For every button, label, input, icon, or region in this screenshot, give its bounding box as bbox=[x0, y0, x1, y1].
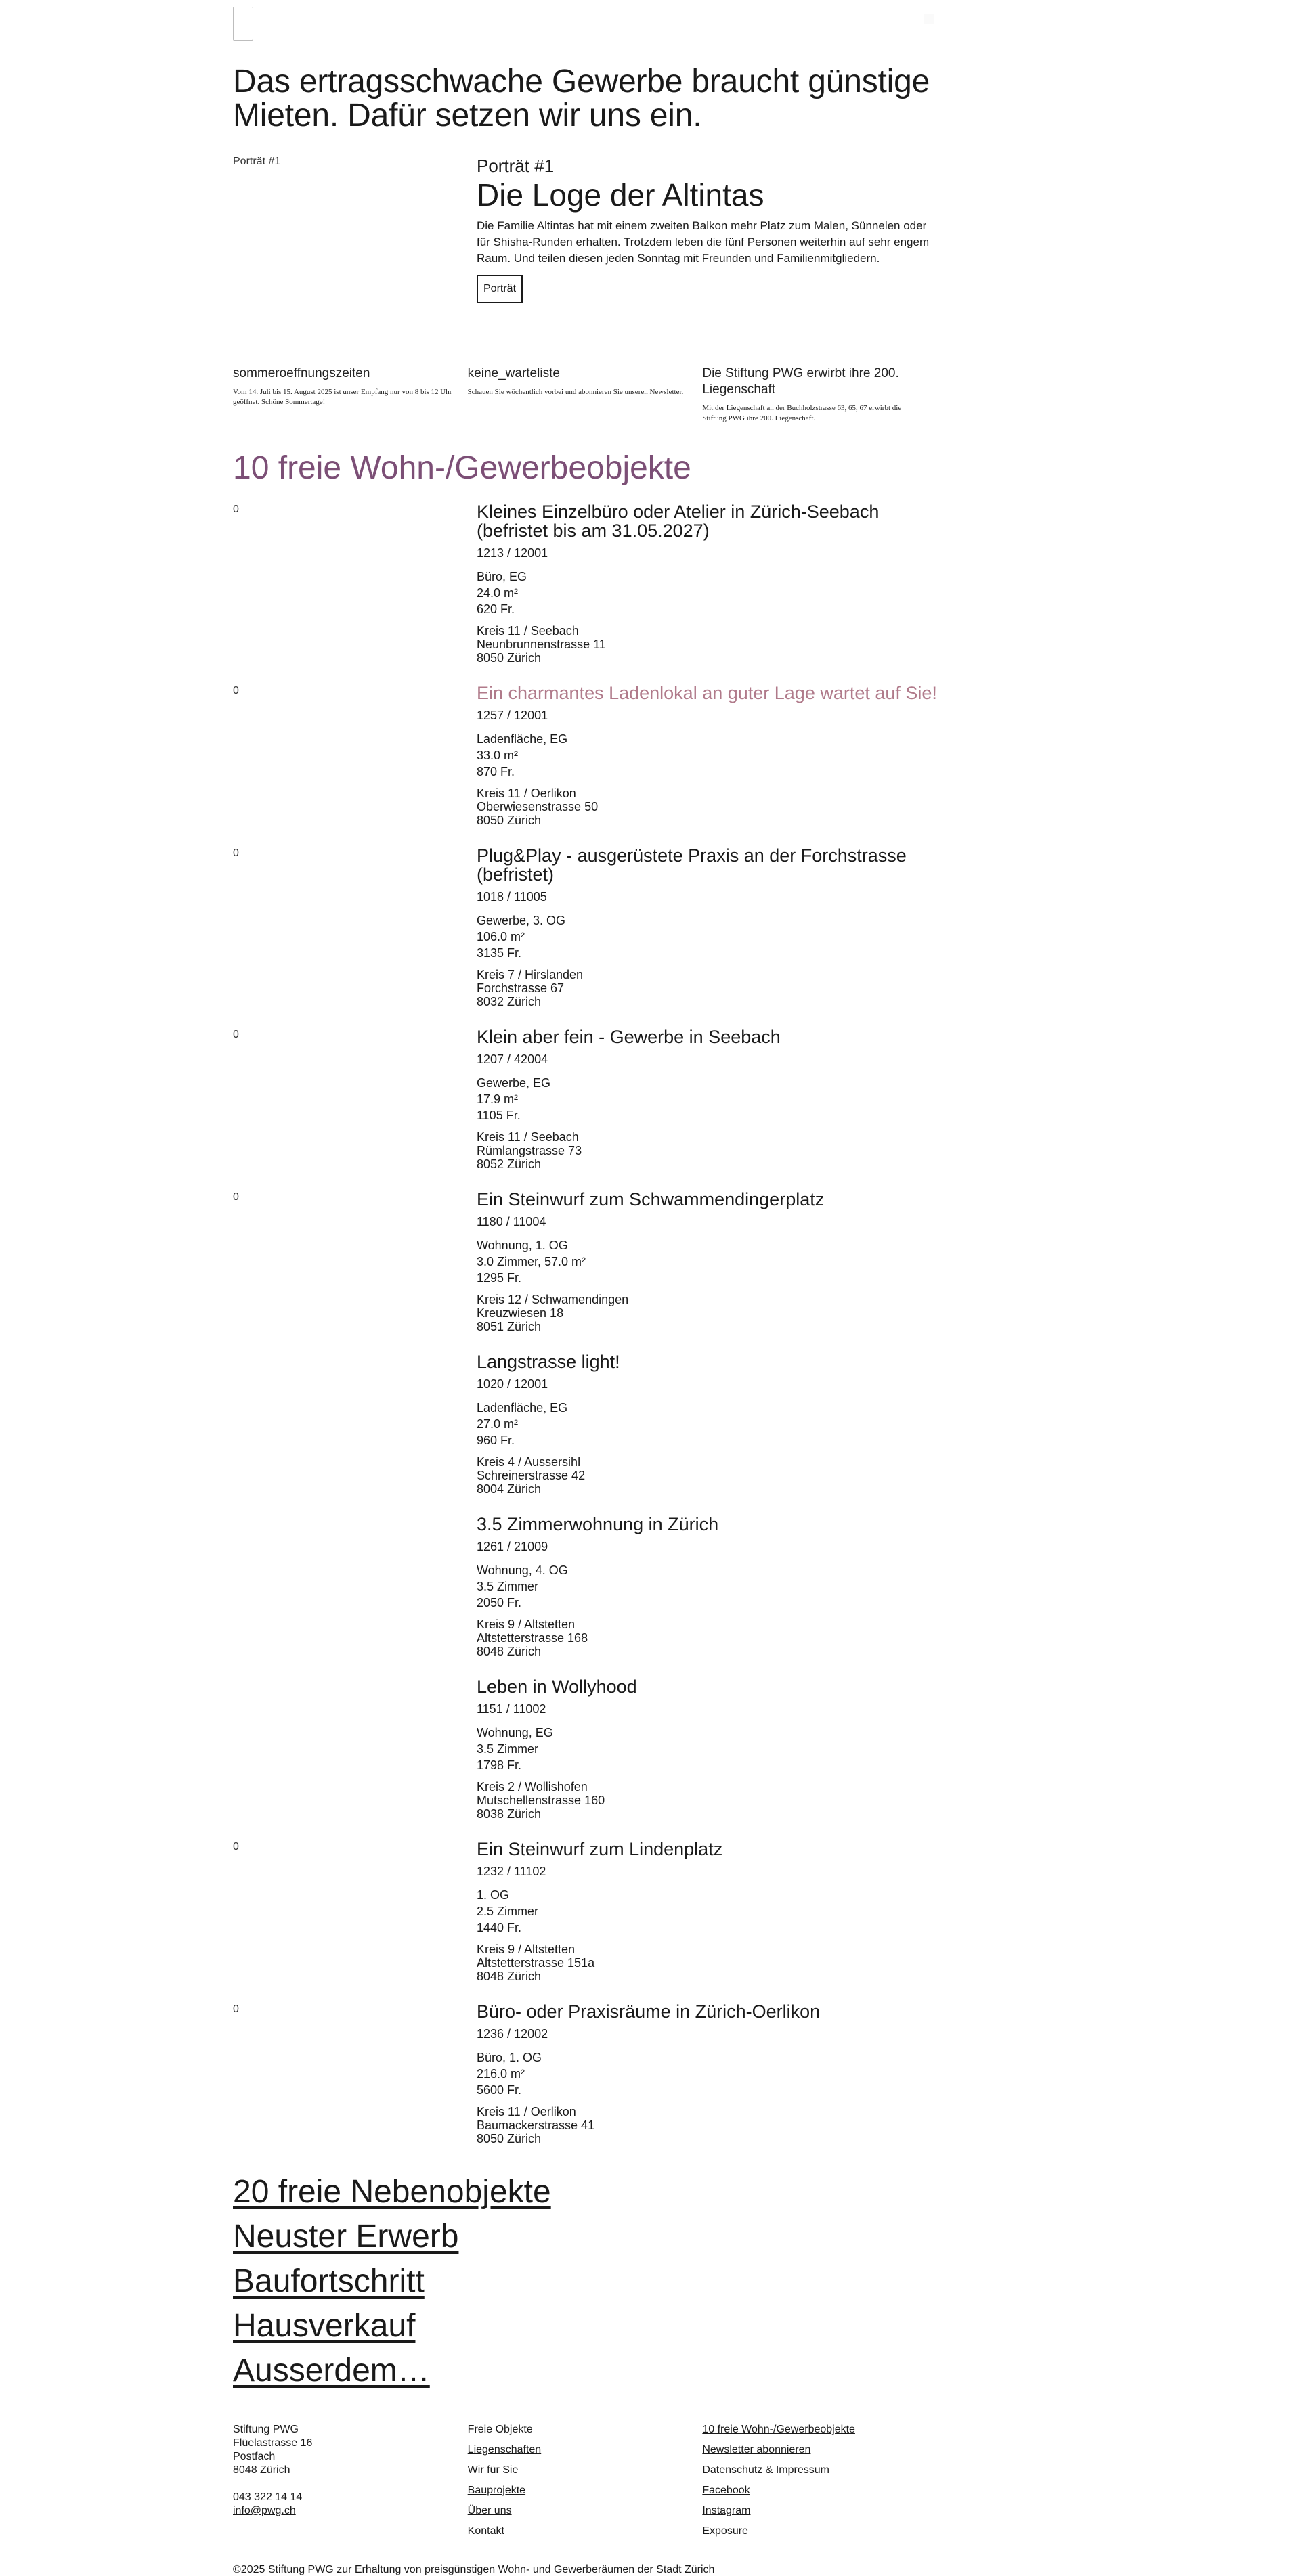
teaser-image[interactable]: sommeroeffnungszeiten bbox=[233, 366, 370, 380]
footer-link-liegenschaften[interactable]: Liegenschaften bbox=[467, 2444, 542, 2456]
footer-link-exposure[interactable]: Exposure bbox=[702, 2525, 748, 2537]
link-baufortschritt[interactable]: Baufortschritt bbox=[233, 2263, 425, 2299]
listing-id: 1236 / 12002 bbox=[477, 2027, 548, 2041]
listing-detail-line: Gewerbe, 3. OG bbox=[477, 914, 566, 927]
listing-detail-line: 1440 Fr. bbox=[477, 1921, 522, 1934]
footer-link-newsletter[interactable]: Newsletter abonnieren bbox=[702, 2444, 811, 2456]
footer-nav bbox=[468, 2423, 703, 2545]
listing-address-line: Schreinerstrasse 42 bbox=[477, 1469, 586, 1482]
listing-detail-line: 106.0 m² bbox=[477, 930, 525, 943]
listing-address-line: Altstetterstrasse 151a bbox=[477, 1956, 595, 1970]
site-footer bbox=[233, 2423, 937, 2545]
listing-image[interactable]: 0 bbox=[233, 504, 239, 515]
listing-address-line: Kreis 9 / Altstetten bbox=[477, 1942, 576, 1956]
listing-item[interactable] bbox=[233, 1190, 937, 1333]
listing-body bbox=[477, 1190, 937, 1333]
footer-link-facebook[interactable]: Facebook bbox=[702, 2485, 750, 2496]
listing-address-line: Altstetterstrasse 168 bbox=[477, 1631, 588, 1645]
footer-contact bbox=[233, 2423, 468, 2545]
listing-address-line: 8050 Zürich bbox=[477, 2132, 542, 2146]
teaser-card[interactable] bbox=[233, 365, 468, 424]
listing-detail-line: 620 Fr. bbox=[477, 602, 515, 616]
teaser-text: Mit der Liegenschaft an der Buchholzstrasse 63, 65, 67 erwirbt die Stiftung PWG ihre 200. Liegenschaft. bbox=[702, 404, 902, 422]
listing-detail-line: Ladenfläche, EG bbox=[477, 732, 568, 746]
listing-item[interactable] bbox=[233, 1027, 937, 1171]
listing-details bbox=[477, 1887, 937, 1936]
listing-detail-line: 870 Fr. bbox=[477, 765, 515, 778]
listing-address-line: Kreis 9 / Altstetten bbox=[477, 1618, 576, 1631]
listing-address-line: 8048 Zürich bbox=[477, 1970, 542, 1983]
listing-details bbox=[477, 2049, 937, 2098]
teaser-image[interactable]: keine_warteliste bbox=[467, 366, 560, 380]
listing-address-line: 8050 Zürich bbox=[477, 651, 542, 665]
listing-details bbox=[477, 1400, 937, 1448]
listing-address-line: Mutschellenstrasse 160 bbox=[477, 1794, 605, 1807]
listing-detail-line: 1. OG bbox=[477, 1888, 510, 1902]
footer-nav-heading: Freie Objekte bbox=[467, 2424, 533, 2435]
link-nebenobjekte[interactable]: 20 freie Nebenobjekte bbox=[233, 2174, 551, 2210]
listing-details bbox=[477, 1075, 937, 1124]
listing-detail-line: 2050 Fr. bbox=[477, 1596, 522, 1609]
listing-address bbox=[477, 786, 937, 827]
listing-detail-line: 1798 Fr. bbox=[477, 1758, 522, 1772]
portrait-text: Die Familie Altintas hat mit einem zweiten Balkon mehr Platz zum Malen, Sünnelen oder für Shisha-Runden erhalten. Trotzdem leben die fünf Personen weiterhin auf sehr engem Raum. Und teilen diesen jeden Sonntag mit Freunden und Familienmitgliedern. bbox=[477, 219, 930, 265]
footer-link-instagram[interactable]: Instagram bbox=[702, 2505, 751, 2516]
listing-body bbox=[477, 684, 937, 827]
listing-address bbox=[477, 624, 937, 665]
listing-id: 1207 / 42004 bbox=[477, 1052, 548, 1066]
listing-address-line: 8051 Zürich bbox=[477, 1320, 542, 1333]
footer-link-ueber-uns[interactable]: Über uns bbox=[467, 2505, 512, 2516]
footer-link-wir-fuer-sie[interactable]: Wir für Sie bbox=[467, 2464, 519, 2476]
listing-address bbox=[477, 1780, 937, 1821]
listing-title[interactable]: Plug&Play - ausgerüstete Praxis an der Forchstrasse (befristet) bbox=[477, 845, 907, 885]
listing-detail-line: 27.0 m² bbox=[477, 1417, 519, 1431]
listing-item[interactable] bbox=[233, 2002, 937, 2146]
listing-address-line: 8048 Zürich bbox=[477, 1645, 542, 1658]
listing-id: 1232 / 11102 bbox=[477, 1865, 546, 1878]
listing-image[interactable] bbox=[233, 1677, 477, 1821]
teaser-text: Vom 14. Juli bis 15. August 2025 ist unser Empfang nur von 8 bis 12 Uhr geöffnet. Schöne Sommertage! bbox=[233, 388, 452, 406]
listing-title[interactable]: Büro- oder Praxisräume in Zürich-Oerlikon bbox=[477, 2001, 821, 2022]
listing-detail-line: 960 Fr. bbox=[477, 1434, 515, 1447]
listing-detail-line: 24.0 m² bbox=[477, 586, 519, 600]
listing-address-line: 8052 Zürich bbox=[477, 1157, 542, 1171]
listing-title[interactable]: Kleines Einzelbüro oder Atelier in Zürich-Seebach (befristet bis am 31.05.2027) bbox=[477, 502, 880, 541]
listing-address bbox=[477, 1130, 937, 1171]
footer-phone: 043 322 14 14 bbox=[233, 2491, 303, 2503]
menu-icon[interactable] bbox=[924, 14, 934, 24]
listing-address-line: Kreis 2 / Wollishofen bbox=[477, 1780, 588, 1794]
listing-item[interactable] bbox=[233, 502, 937, 665]
listing-address-line: 8038 Zürich bbox=[477, 1807, 542, 1821]
listing-address-line: Kreis 11 / Seebach bbox=[477, 1130, 579, 1144]
big-links bbox=[233, 2170, 937, 2393]
listing-address bbox=[477, 1293, 937, 1333]
listing-detail-line: 5600 Fr. bbox=[477, 2083, 522, 2097]
portrait-button[interactable]: Porträt bbox=[477, 275, 523, 303]
listing-detail-line: 17.9 m² bbox=[477, 1092, 519, 1106]
listing-image[interactable]: 0 bbox=[233, 1029, 239, 1040]
listing-address-line: 8004 Zürich bbox=[477, 1482, 542, 1496]
portrait-title: Die Loge der Altintas bbox=[477, 177, 764, 213]
listing-address bbox=[477, 1942, 937, 1983]
listings-list bbox=[233, 502, 937, 2146]
listing-detail-line: 3.0 Zimmer, 57.0 m² bbox=[477, 1255, 586, 1268]
listing-id: 1180 / 11004 bbox=[477, 1215, 546, 1228]
site-header bbox=[233, 0, 937, 54]
listing-body bbox=[477, 846, 937, 1008]
footer-email-link[interactable]: info@pwg.ch bbox=[233, 2505, 296, 2516]
listing-item[interactable] bbox=[233, 1352, 937, 1496]
listing-body bbox=[477, 1677, 937, 1821]
listing-item[interactable] bbox=[233, 846, 937, 1008]
footer-links bbox=[702, 2423, 937, 2545]
listing-detail-line: 1295 Fr. bbox=[477, 1271, 522, 1285]
link-neuster-erwerb[interactable]: Neuster Erwerb bbox=[233, 2219, 459, 2255]
listing-detail-line: Wohnung, 4. OG bbox=[477, 1563, 568, 1577]
listing-detail-line: Wohnung, 1. OG bbox=[477, 1239, 568, 1252]
listing-address-line: Kreis 11 / Seebach bbox=[477, 624, 579, 638]
listing-address-line: Forchstrasse 67 bbox=[477, 981, 565, 995]
hero-title: Das ertragsschwache Gewerbe braucht günstige Mieten. Dafür setzen wir uns ein. bbox=[233, 64, 930, 133]
copyright: ©2025 Stiftung PWG zur Erhaltung von preisgünstigen Wohn- und Gewerberäumen der Stadt Zürich bbox=[233, 2564, 715, 2575]
listing-details bbox=[477, 912, 937, 961]
listing-title[interactable]: Ein charmantes Ladenlokal an guter Lage wartet auf Sie! bbox=[477, 683, 937, 703]
listing-details bbox=[477, 731, 937, 780]
listing-address bbox=[477, 1455, 937, 1496]
listing-detail-line: 216.0 m² bbox=[477, 2067, 525, 2081]
listing-image[interactable]: 0 bbox=[233, 847, 239, 859]
portrait-body bbox=[477, 156, 937, 303]
footer-postbox: Postfach bbox=[233, 2451, 276, 2462]
listing-item[interactable] bbox=[233, 1677, 937, 1821]
listing-body bbox=[477, 502, 937, 665]
portrait-feature bbox=[233, 156, 937, 303]
listing-address-line: Kreis 12 / Schwamendingen bbox=[477, 1293, 629, 1306]
listing-id: 1151 / 11002 bbox=[477, 1702, 546, 1716]
listing-title[interactable]: Leben in Wollyhood bbox=[477, 1676, 637, 1697]
listing-detail-line: Büro, 1. OG bbox=[477, 2051, 542, 2064]
listing-detail-line: Wohnung, EG bbox=[477, 1726, 553, 1739]
portrait-image[interactable]: Porträt #1 bbox=[233, 156, 281, 167]
footer-city: 8048 Zürich bbox=[233, 2464, 290, 2476]
listing-title[interactable]: Ein Steinwurf zum Schwammendingerplatz bbox=[477, 1189, 825, 1209]
listing-id: 1261 / 21009 bbox=[477, 1540, 548, 1553]
listing-address bbox=[477, 968, 937, 1008]
listing-address-line: Kreis 11 / Oerlikon bbox=[477, 786, 576, 800]
listing-detail-line: 3135 Fr. bbox=[477, 946, 522, 960]
listing-address-line: Baumackerstrasse 41 bbox=[477, 2118, 595, 2132]
link-ausserdem[interactable]: Ausserdem… bbox=[233, 2353, 430, 2389]
listing-address-line: Kreis 7 / Hirslanden bbox=[477, 968, 584, 981]
listing-address bbox=[477, 1618, 937, 1658]
listing-item[interactable] bbox=[233, 1515, 937, 1658]
listing-address-line: Rümlangstrasse 73 bbox=[477, 1144, 582, 1157]
listing-details bbox=[477, 1725, 937, 1773]
listing-item[interactable] bbox=[233, 1840, 937, 1983]
listing-image[interactable]: 0 bbox=[233, 685, 239, 696]
listing-id: 1213 / 12001 bbox=[477, 546, 548, 560]
teaser-card[interactable] bbox=[468, 365, 703, 424]
listings-title: 10 freie Wohn-/Gewerbeobjekte bbox=[233, 450, 691, 486]
listing-id: 1020 / 12001 bbox=[477, 1377, 548, 1391]
listing-details bbox=[477, 1562, 937, 1611]
page bbox=[233, 0, 937, 2576]
footer-link-bauprojekte[interactable]: Bauprojekte bbox=[467, 2485, 526, 2496]
footer-org: Stiftung PWG bbox=[233, 2424, 299, 2435]
listing-title[interactable]: Langstrasse light! bbox=[477, 1352, 620, 1372]
listing-body bbox=[477, 1515, 937, 1658]
listing-id: 1257 / 12001 bbox=[477, 709, 548, 722]
footer-link-kontakt[interactable]: Kontakt bbox=[467, 2525, 504, 2537]
listing-address-line: Oberwiesenstrasse 50 bbox=[477, 800, 599, 814]
portrait-eyebrow: Porträt #1 bbox=[477, 156, 555, 176]
listing-image[interactable]: 0 bbox=[233, 2003, 239, 2015]
listing-details bbox=[477, 569, 937, 617]
listing-address-line: Kreuzwiesen 18 bbox=[477, 1306, 564, 1320]
listing-address-line: Kreis 11 / Oerlikon bbox=[477, 2105, 576, 2118]
listing-item[interactable] bbox=[233, 684, 937, 827]
listing-title[interactable]: Ein Steinwurf zum Lindenplatz bbox=[477, 1839, 723, 1859]
listing-id: 1018 / 11005 bbox=[477, 890, 547, 904]
listing-address-line: Kreis 4 / Aussersihl bbox=[477, 1455, 581, 1469]
listing-address-line: Neunbrunnenstrasse 11 bbox=[477, 638, 606, 651]
listing-detail-line: 3.5 Zimmer bbox=[477, 1742, 539, 1756]
listing-body bbox=[477, 1352, 937, 1496]
listing-title[interactable]: 3.5 Zimmerwohnung in Zürich bbox=[477, 1514, 719, 1534]
listing-title[interactable]: Klein aber fein - Gewerbe in Seebach bbox=[477, 1027, 781, 1047]
footer-link-objekte[interactable]: 10 freie Wohn-/Gewerbeobjekte bbox=[702, 2424, 855, 2435]
listing-image[interactable] bbox=[233, 1352, 477, 1496]
link-hausverkauf[interactable]: Hausverkauf bbox=[233, 2308, 416, 2344]
listing-detail-line: 2.5 Zimmer bbox=[477, 1905, 539, 1918]
listing-image[interactable] bbox=[233, 1515, 477, 1658]
listing-address bbox=[477, 2105, 937, 2146]
logo-image[interactable] bbox=[233, 7, 253, 41]
listing-address-line: 8050 Zürich bbox=[477, 814, 542, 827]
listing-image[interactable]: 0 bbox=[233, 1841, 239, 1852]
listing-detail-line: Gewerbe, EG bbox=[477, 1076, 551, 1090]
listing-detail-line: 3.5 Zimmer bbox=[477, 1580, 539, 1593]
listing-details bbox=[477, 1237, 937, 1286]
listing-detail-line: Ladenfläche, EG bbox=[477, 1401, 568, 1415]
listing-body bbox=[477, 1840, 937, 1983]
listing-detail-line: 33.0 m² bbox=[477, 749, 519, 762]
teaser-image[interactable]: Die Stiftung PWG erwirbt ihre 200. Liegenschaft bbox=[702, 366, 899, 397]
teaser-card[interactable] bbox=[702, 365, 937, 424]
teaser-row bbox=[233, 365, 937, 424]
listing-body bbox=[477, 1027, 937, 1171]
footer-street: Flüelastrasse 16 bbox=[233, 2437, 313, 2449]
footer-link-datenschutz[interactable]: Datenschutz & Impressum bbox=[702, 2464, 829, 2476]
listing-detail-line: Büro, EG bbox=[477, 570, 527, 583]
listing-detail-line: 1105 Fr. bbox=[477, 1109, 521, 1122]
teaser-text: Schauen Sie wöchentlich vorbei und abonnieren Sie unseren Newsletter. bbox=[467, 388, 684, 396]
listing-image[interactable]: 0 bbox=[233, 1191, 239, 1203]
listing-address-line: 8032 Zürich bbox=[477, 995, 542, 1008]
listing-body bbox=[477, 2002, 937, 2146]
